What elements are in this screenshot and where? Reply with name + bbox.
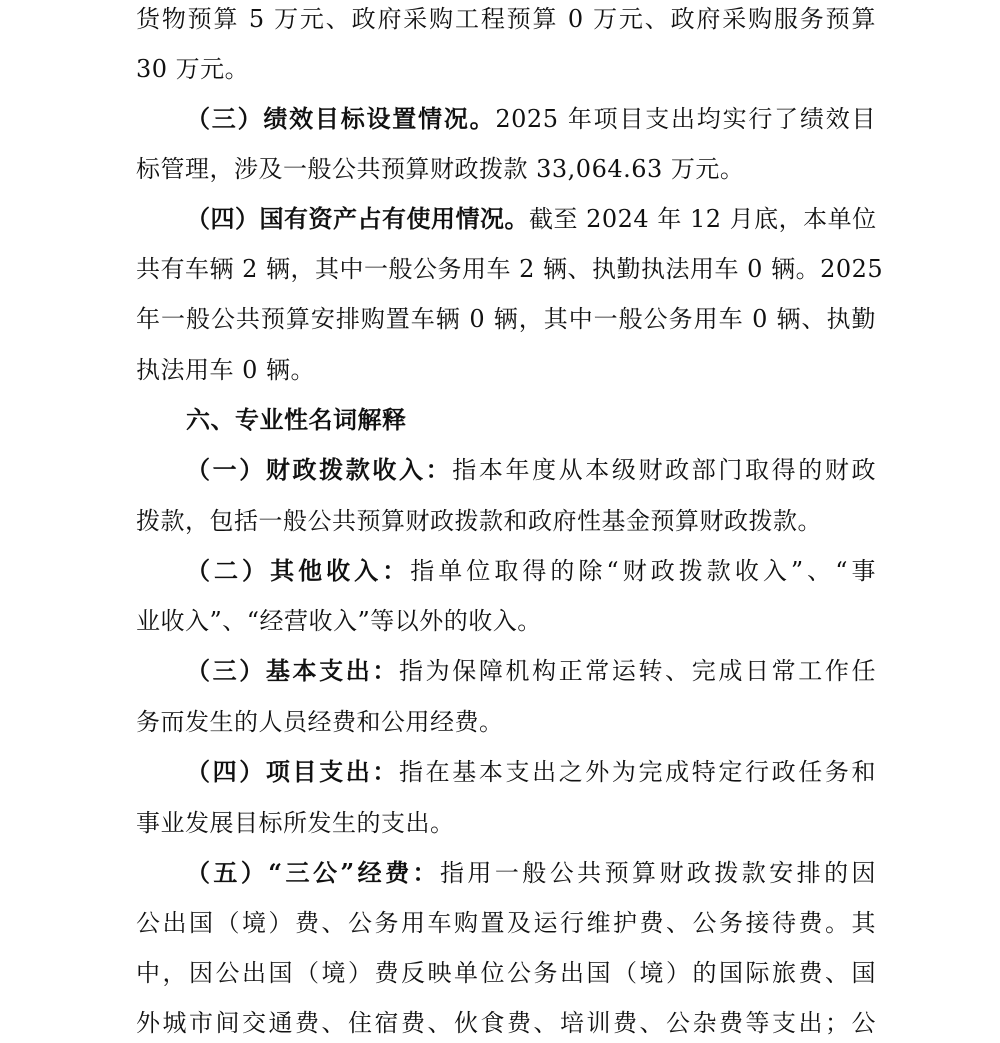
line-text: 货物预算 5 万元、政府采购工程预算 0 万元、政府采购服务预算	[136, 5, 876, 33]
paragraph-line-21	[136, 1006, 876, 1040]
line-text: 公出国（境）费、公务用车购置及运行维护费、公务接待费。其	[136, 909, 876, 937]
term-title: （二）其他收入：	[186, 556, 411, 585]
line-text: 事业发展目标所发生的支出。	[136, 809, 455, 837]
line-text: 执法用车 0 辆。	[136, 356, 316, 384]
paragraph-line-17	[136, 806, 876, 840]
paragraph-line-11	[136, 504, 876, 538]
paragraph-line-5	[186, 202, 876, 236]
line-text: 截至 2024 年 12 月底，本单位	[529, 205, 877, 233]
line-text: 拨款，包括一般公共预算财政拨款和政府性基金预算财政拨款。	[136, 507, 822, 535]
paragraph-line-6	[136, 252, 884, 286]
paragraph-line-1	[136, 2, 876, 36]
subsection-title: （四）国有资产占有使用情况。	[186, 204, 529, 233]
line-text: 务而发生的人员经费和公用经费。	[136, 708, 504, 736]
line-text: 业收入”、“经营收入”等以外的收入。	[136, 607, 542, 635]
paragraph-line-20	[136, 956, 876, 990]
term-title: （四）项目支出：	[186, 757, 399, 786]
paragraph-line-10	[186, 453, 876, 487]
paragraph-line-15	[136, 705, 876, 739]
line-text: 外城市间交通费、住宿费、伙食费、培训费、公杂费等支出；公	[136, 1009, 876, 1037]
paragraph-line-3	[186, 102, 876, 136]
term-title: （三）基本支出：	[186, 656, 399, 685]
paragraph-line-7	[136, 302, 876, 336]
paragraph-line-18	[186, 856, 876, 890]
line-text: 指本年度从本级财政部门取得的财政	[452, 456, 877, 484]
term-title: （一）财政拨款收入：	[186, 455, 453, 484]
term-title: （五）“三公”经费：	[186, 858, 440, 887]
section-heading-text: 六、专业性名词解释	[186, 406, 407, 434]
paragraph-line-4	[136, 152, 876, 186]
paragraph-line-8	[136, 353, 876, 387]
section-heading	[186, 403, 876, 437]
line-text: 标管理，涉及一般公共预算财政拨款 33,064.63 万元。	[136, 155, 745, 183]
line-text: 年一般公共预算安排购置车辆 0 辆，其中一般公务用车 0 辆、执勤	[136, 305, 876, 333]
line-text: 指用一般公共预算财政拨款安排的因	[439, 859, 877, 887]
line-text: 指为保障机构正常运转、完成日常工作任	[398, 657, 877, 685]
subsection-title: （三）绩效目标设置情况。	[186, 104, 496, 133]
line-text: 中，因公出国（境）费反映单位公务出国（境）的国际旅费、国	[136, 959, 876, 987]
paragraph-line-12	[186, 554, 876, 588]
line-text: 30 万元。	[136, 55, 250, 83]
line-text: 指单位取得的除“财政拨款收入”、“事	[410, 557, 877, 585]
line-text: 共有车辆 2 辆，其中一般公务用车 2 辆、执勤执法用车 0 辆。2025	[136, 255, 884, 283]
paragraph-line-13	[136, 604, 876, 638]
paragraph-line-14	[186, 654, 876, 688]
paragraph-line-16	[186, 755, 876, 789]
line-text: 2025 年项目支出均实行了绩效目	[495, 105, 876, 133]
paragraph-line-19	[136, 906, 876, 940]
paragraph-line-2	[136, 52, 876, 86]
line-text: 指在基本支出之外为完成特定行政任务和	[398, 758, 877, 786]
